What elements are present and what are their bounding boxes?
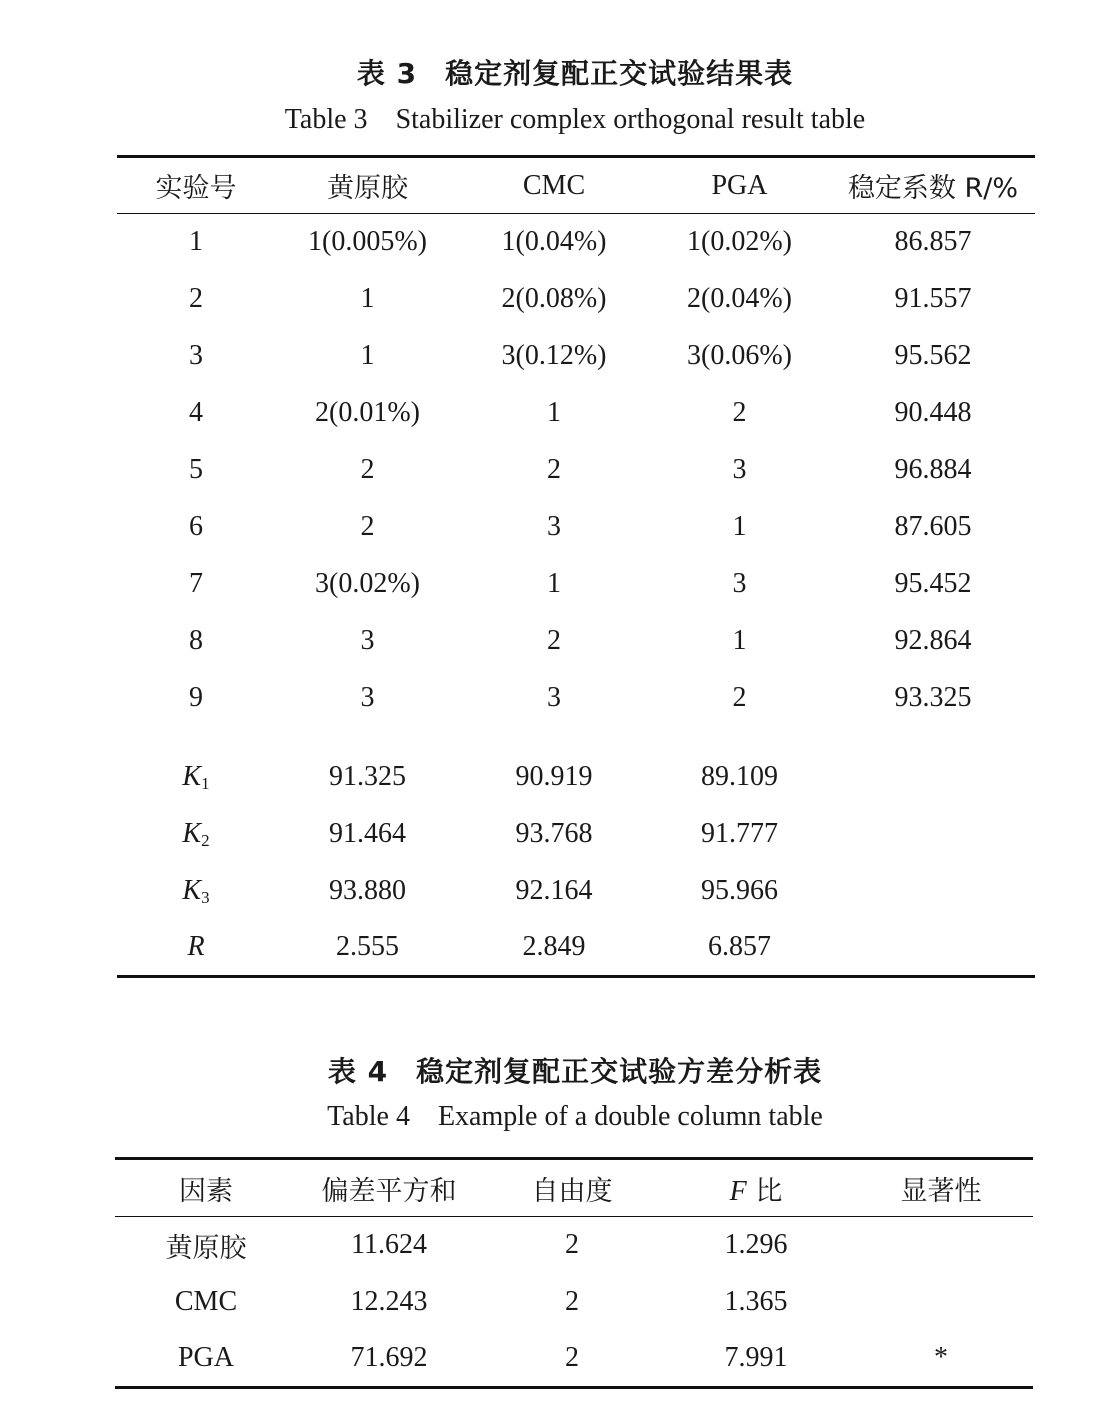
header-factor: 因素 — [115, 1159, 297, 1217]
table-cell: 93.768 — [515, 818, 593, 849]
table-cell: 7.991 — [724, 1342, 788, 1374]
table-cell: 3 — [360, 625, 375, 656]
table-cell: 1 — [360, 283, 375, 314]
table-cell — [849, 1217, 1033, 1274]
table-cell: * — [934, 1342, 948, 1374]
table-cell — [849, 1274, 1033, 1331]
table-cell: 2.555 — [336, 931, 399, 963]
table-cell: PGA — [177, 1342, 234, 1374]
table-cell: 91.557 — [894, 283, 972, 314]
empty-cell — [831, 806, 1035, 863]
statistic-rows — [117, 749, 1035, 977]
table-cell: 6 — [189, 511, 203, 542]
stat-row — [117, 863, 1035, 920]
stat-label — [117, 749, 275, 806]
table-cell: 1(0.005%) — [308, 226, 427, 258]
table-cell: 92.864 — [894, 625, 972, 656]
table-cell: 95.452 — [894, 568, 972, 599]
table-cell: 1 — [189, 226, 203, 258]
table-cell: 5 — [189, 454, 203, 485]
header-f-ratio — [663, 1159, 849, 1217]
table4-caption-cn-number: 表 4 — [327, 1055, 389, 1088]
table-row — [117, 442, 1035, 499]
table4-caption-en — [0, 1101, 1120, 1133]
table-row — [117, 499, 1035, 556]
table-cell: 91.777 — [701, 818, 778, 849]
table4-caption-cn — [0, 1050, 1120, 1090]
table-cell: 93.325 — [894, 682, 972, 713]
table-row — [117, 556, 1035, 613]
table-cell: 11.624 — [351, 1229, 427, 1261]
table-cell: 89.109 — [701, 761, 778, 792]
table-cell: 3(0.02%) — [315, 568, 420, 599]
table-cell: 93.880 — [329, 875, 406, 906]
table-cell: 6.857 — [708, 931, 771, 963]
table3-caption-en — [0, 104, 1120, 136]
variance-rows — [115, 1217, 1033, 1388]
table-row — [117, 613, 1035, 670]
table-cell: 1(0.02%) — [687, 226, 792, 258]
table3-caption-cn — [0, 52, 1120, 92]
table-row — [115, 1217, 1033, 1274]
table-cell: 1 — [732, 511, 747, 542]
header-significance: 显著性 — [849, 1159, 1033, 1217]
stat-symbol: R — [187, 931, 205, 963]
table4-caption-en-number: Table 4 — [327, 1101, 410, 1132]
table-cell: 3(0.12%) — [501, 340, 607, 371]
table-row — [117, 214, 1035, 271]
table-cell: 4 — [189, 397, 203, 428]
empty-cell — [831, 863, 1035, 920]
table-cell: 3 — [732, 568, 747, 599]
table-cell: 92.164 — [515, 875, 593, 906]
empty-cell — [831, 749, 1035, 806]
table-cell: 2 — [189, 283, 203, 314]
f-symbol: F — [729, 1175, 747, 1207]
table-row — [117, 271, 1035, 328]
stat-symbol: K — [182, 817, 202, 849]
table-cell: 3 — [547, 682, 561, 713]
table-row — [117, 670, 1035, 727]
table-cell: 1(0.04%) — [501, 226, 607, 258]
table-cell: 1 — [360, 340, 375, 371]
table-cell: 1.296 — [724, 1229, 788, 1261]
stat-subscript: 1 — [201, 773, 210, 793]
table-cell: 3 — [360, 682, 375, 713]
table-cell: 2(0.04%) — [687, 283, 792, 314]
stat-symbol: K — [182, 874, 202, 906]
variance-analysis-table — [115, 1157, 1033, 1389]
table-cell: 2 — [732, 397, 747, 428]
table-row — [117, 328, 1035, 385]
table-row — [115, 1331, 1033, 1388]
table-cell: 71.692 — [350, 1342, 428, 1374]
table-cell: 1 — [547, 397, 561, 428]
table-cell: 12.243 — [350, 1286, 428, 1317]
table-header-row — [117, 157, 1035, 214]
stat-label — [117, 920, 275, 977]
table-cell: 1 — [547, 568, 561, 599]
table3-caption-en-title: Stabilizer complex orthogonal result table — [395, 104, 866, 135]
table-row — [117, 385, 1035, 442]
header-sum-of-squares: 偏差平方和 — [297, 1159, 481, 1217]
table-cell: 3 — [547, 511, 561, 542]
table-cell: 95.562 — [894, 340, 972, 371]
table-cell: 3(0.06%) — [687, 340, 792, 371]
table-cell: 2(0.01%) — [315, 397, 420, 428]
table-cell: 黄原胶 — [165, 1232, 247, 1264]
table-cell: 91.464 — [329, 818, 406, 849]
table-cell: 96.884 — [894, 454, 972, 485]
table-cell: 91.325 — [329, 761, 406, 792]
f-ratio-label: 比 — [746, 1175, 783, 1207]
header-cmc: CMC — [460, 157, 648, 214]
stat-symbol: K — [182, 760, 202, 792]
empty-cell — [831, 920, 1035, 977]
table-cell: 95.966 — [701, 875, 778, 906]
table-row — [115, 1274, 1033, 1331]
header-xanthan-gum: 黄原胶 — [275, 157, 460, 214]
table-cell: 2 — [547, 454, 561, 485]
table-cell: 1.365 — [724, 1286, 788, 1317]
table-cell: 3 — [732, 454, 747, 485]
table-header-row — [115, 1159, 1033, 1217]
table-cell: 2(0.08%) — [501, 283, 607, 314]
stat-subscript: 2 — [201, 830, 210, 850]
table-cell: 2 — [360, 454, 375, 485]
table-cell: 3 — [189, 340, 203, 371]
header-stability-coefficient: 稳定系数 R/% — [831, 157, 1035, 214]
stat-label — [117, 863, 275, 920]
table-cell: 87.605 — [894, 511, 972, 542]
table3-caption-cn-number: 表 3 — [356, 57, 418, 90]
table3-caption-en-number: Table 3 — [284, 104, 368, 135]
table-cell: 86.857 — [894, 226, 972, 258]
table-cell: CMC — [174, 1286, 238, 1317]
table3-caption-cn-title: 稳定剂复配正交试验结果表 — [445, 57, 794, 90]
table-cell: 90.448 — [894, 397, 972, 428]
stat-label — [117, 806, 275, 863]
stat-subscript: 3 — [201, 887, 210, 907]
header-degrees-of-freedom: 自由度 — [481, 1159, 663, 1217]
stat-row — [117, 749, 1035, 806]
table-cell: 8 — [189, 625, 203, 656]
table-cell: 2 — [565, 1342, 579, 1374]
table-cell: 1 — [732, 625, 747, 656]
table-cell: 7 — [189, 568, 203, 599]
table4-caption-en-title: Example of a double column table — [437, 1101, 823, 1132]
table-cell: 2 — [565, 1229, 579, 1261]
stat-row — [117, 920, 1035, 977]
table4-caption-cn-title: 稳定剂复配正交试验方差分析表 — [416, 1055, 823, 1088]
stat-row — [117, 806, 1035, 863]
table-cell: 2 — [360, 511, 375, 542]
header-pga: PGA — [648, 157, 831, 214]
table-cell: 2.849 — [522, 931, 586, 963]
experiment-rows — [117, 214, 1035, 727]
table-cell: 90.919 — [515, 761, 593, 792]
table-cell: 2 — [565, 1286, 579, 1317]
table-cell: 2 — [732, 682, 747, 713]
table-cell: 9 — [189, 682, 203, 713]
orthogonal-result-table — [117, 155, 1035, 978]
table-cell: 2 — [547, 625, 561, 656]
header-experiment-no: 实验号 — [117, 157, 275, 214]
